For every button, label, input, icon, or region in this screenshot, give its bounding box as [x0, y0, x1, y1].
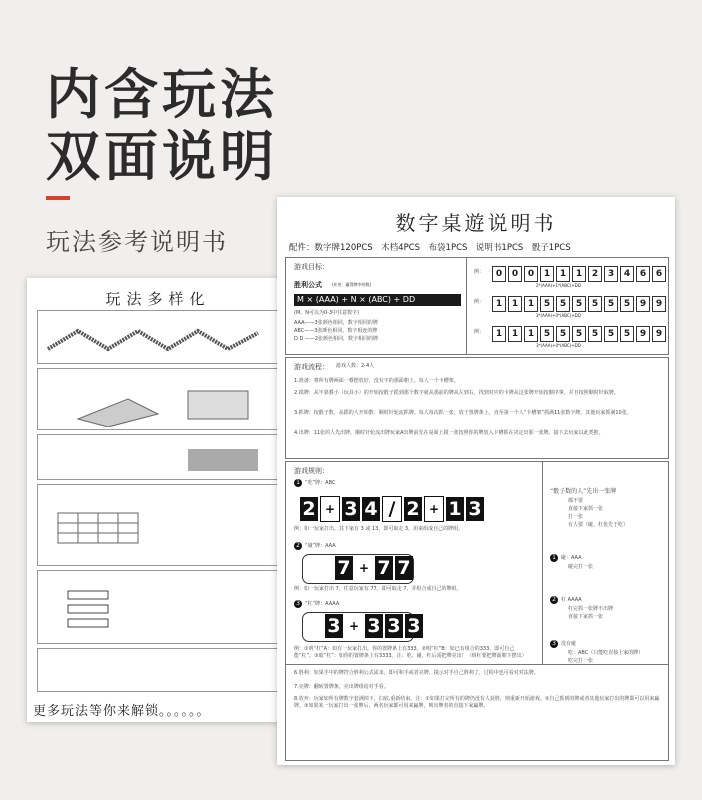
rule-1-cards: 2 + 3 4 / 2 + 1 3: [300, 496, 484, 522]
rule-3-card: 3: [325, 614, 343, 638]
side-top-line: 打一张: [568, 514, 584, 520]
side-top-line: 都不要: [568, 498, 584, 504]
example-card: 9: [636, 296, 650, 312]
example-card: 1: [492, 326, 506, 342]
example-card: 1: [492, 296, 506, 312]
side-item3-line: 吃：ABC（只能吃直接上家的牌）: [568, 650, 644, 656]
example-card: 6: [636, 266, 650, 282]
example-card: 6: [652, 266, 666, 282]
rule-2-pill: 7 + 7 7: [302, 554, 414, 584]
side-item2-line: 杠完抓一张牌不出牌: [568, 606, 614, 612]
side-top-line: 直接下家抓一张: [568, 506, 604, 512]
back-sheet-title: 玩法多样化: [105, 290, 211, 308]
example-card-row: [492, 296, 666, 312]
back-section-memory: [37, 648, 279, 692]
example-card: 0: [508, 266, 522, 282]
example-card: 5: [556, 326, 570, 342]
back-sheet-footer: 更多玩法等你来解锁。。。。。。: [33, 704, 211, 719]
domino-zigzag-illustration: [38, 311, 278, 361]
rule-1-number-icon: 1: [294, 479, 302, 487]
rule-3-card: 3: [365, 614, 383, 638]
rule-1-card: 3: [342, 497, 360, 521]
side-top: “骰子数的人”先出一张牌: [550, 488, 617, 495]
rules-heading: 游戏规则：: [294, 467, 329, 475]
stacking-illustration: [38, 435, 278, 477]
example-card: 5: [572, 296, 586, 312]
building-illustration: [38, 369, 278, 427]
example-card: 9: [636, 326, 650, 342]
rule-2-card: 7: [335, 556, 353, 580]
front-sheet-title: 数字桌遊说明书: [395, 211, 557, 235]
side-item2-title: 杠 AAAA: [561, 597, 582, 603]
example-card: 1: [556, 266, 570, 282]
example-card: 5: [604, 326, 618, 342]
example-card-row: [492, 266, 666, 282]
rule-bottom-8: 8.放弃：玩家如所有牌数字套满掉下，扫底,重新结束。注：①如果打完所有的牌仍没有人获胜，则重新开始游戏。②自己抓到的牌或者其他玩家打出的牌即可以用来赢牌。③如果某一玩家打出一张牌后，两名玩家都可用来赢牌，则出牌者的直接下家赢牌。: [294, 696, 660, 709]
hero-title-line2: 双面说明: [46, 125, 278, 188]
example-formula: 3*(AAA)+0*(ABC)+DD: [536, 313, 581, 318]
example-card: 4: [620, 266, 634, 282]
goal-heading: 游戏目标：: [294, 263, 329, 271]
player-count: 游戏人数：2-4人: [336, 363, 375, 369]
rule-bottom-7: 7.亮牌：翻转置牌条，亮出牌组给对手看。: [294, 684, 389, 690]
hero-title-line1: 内含玩法: [46, 63, 278, 126]
example-card: 2: [588, 266, 602, 282]
rule-2-card: 7: [375, 556, 393, 580]
goal-line-dd: D D ——2张颜色相同，数字相同的牌: [294, 336, 379, 342]
example-card: 5: [572, 326, 586, 342]
example-card: 3: [604, 266, 618, 282]
example-card: 5: [540, 326, 554, 342]
example-card: 5: [620, 296, 634, 312]
rule-1-card: 2: [300, 497, 318, 521]
rule-1-card: 3: [466, 497, 484, 521]
flow-step-2: 2.摸牌：从牢靠叠小（玩具小）的开始按骰子摇到那个数字就从那前的牌从左到右，找到对应的卡牌从这张牌开始按顺序拿，并且按照顺时针取牌。: [294, 390, 619, 396]
example-card: 1: [524, 326, 538, 342]
rule-3-number-icon: 3: [294, 600, 302, 608]
back-section-sequence: [37, 570, 279, 644]
flow-step-1: 1.准备：将所有牌两面一叠摆放好，没有字的那面朝上。每人一个卡槽架。: [294, 378, 459, 384]
goal-section: [285, 257, 669, 355]
example-card: 5: [620, 326, 634, 342]
goal-line-aaa: AAA——3张颜色相同，数字相同的牌: [294, 320, 378, 326]
mn-note: (M、N可以为0-3中任意数字): [294, 310, 360, 316]
rule-bottom-6: 6.胜利：如果手中的牌符合胜利公式需求，即可和手或者亮牌。提示对手自己胜利了，过程中也可看对对法牌。: [294, 670, 539, 676]
example-card: 5: [588, 296, 602, 312]
back-section-building: [37, 368, 279, 430]
example-card: 5: [556, 296, 570, 312]
rule-2-number-icon: 2: [294, 542, 302, 550]
example-card: 0: [524, 266, 538, 282]
grid-illustration: [38, 485, 278, 563]
rule-2-note: 例：如一玩家打出 7，任意玩家有 77，即可取走 7，并组合成自己的牌组。: [294, 586, 462, 592]
side-item3-title: 没有碰: [561, 641, 577, 647]
side-item2-line: 直接下家抓一张: [568, 614, 604, 620]
win-formula: M × (AAA) + N × (ABC) + DD: [294, 294, 461, 306]
example-card: 5: [588, 326, 602, 342]
rule-3-card: 3: [385, 614, 403, 638]
back-section-grid: [37, 484, 279, 566]
rules-section: 游戏规则： 1 “吃”牌：ABC 2 + 3 4 / 2 + 1 3 例：如一玩家打出，其下家有 3 或 13，即可取走 3，用来组成自己的牌组。 2 “碰”牌：AAA 7 + 7 7 例：如一玩家打出 7，任意玩家有 77，即可取走 7，并组合成自己的牌组。 3 “杠”牌：AAAA 3 + 3 3 3 例：①明“杠”A：如有一玩家打出，你的置牌条上有333。②明“杠”B：如已有组合的333，即可自己能“杠”。③暗“杠”：如你的置牌条上有3333。注：吃、碰、杠后需把牌亮出！（组杠要把牌面朝下摆出） “骰子数的人”先出一张牌 都不要 直接下家抓一张 打一张 有人要（碰、杠优先于吃） 1 碰：AAA 碰完打一张 2 杠 AAAA 杠完抓一张牌不出牌 直接下家抓一张 3 没有碰 吃：ABC（只能吃直接上家的牌） 吃完打一张 6.胜利：如果手中的牌符合胜利公式需求，即可和手或者亮牌。提示对手自己胜利了，过程中也可看对对法牌。 7.亮牌：翻转置牌条，亮出牌组给对手看。 8.放弃：玩家如所有牌数字套满掉下，扫底,重新结束。注：①如果打完所有的牌仍没有人获胜，则重新开始游戏。②自己抓到的牌或者其他玩家打出的牌即可以用来赢牌。③如果某一玩家打出一张牌后，两名玩家都可用来赢牌，则出牌者的直接下家赢牌。: [285, 461, 669, 761]
back-section-domino: [37, 310, 279, 364]
rule-3-note: 例：①明“杠”A：如有一玩家打出，你的置牌条上有333。②明“杠”B：如已有组合的333，即可自己能“杠”。③暗“杠”：如你的置牌条上有3333。注：吃、碰、杠后需把牌亮出！（组杠要把牌面朝下摆出）: [294, 646, 527, 659]
flow-step-4: 4.出牌：11张的人先出牌，顺时针轮流出牌玩家A出牌前先在桌面上摸一张按照你的牌放入卡槽抓在决定出那一张牌。接下去玩家以此类推。: [294, 430, 604, 436]
example-label: 例：: [474, 299, 485, 305]
example-formula: 3*(AAA)+0*(ABC)+DD: [536, 343, 581, 348]
rule-1-note: 例：如一玩家打出，其下家有 3 或 13，即可取走 3，用来组成自己的牌组。: [294, 526, 464, 532]
rule-1-title: “吃”牌：ABC: [305, 480, 336, 486]
goal-line-abc: ABC——3张颜色相同，数字相连的牌: [294, 328, 378, 334]
front-sheet: [277, 197, 675, 765]
flow-heading: 游戏流程：: [294, 363, 329, 371]
hero-subtitle: 玩法参考说明书: [46, 228, 228, 256]
flow-step-3: 3.抓牌：按骰子数，从摇的人开始数：顺时针轮流抓牌。每人每次抓一张，放于置牌条上，直至第一个人“卡槽架”抓满11张数字牌。其他玩家抓满10张。: [294, 410, 632, 416]
example-card: 5: [604, 296, 618, 312]
example-card: 1: [572, 266, 586, 282]
win-formula-label: 胜利公式: [294, 281, 322, 289]
rule-2-title: “碰”牌：AAA: [305, 543, 336, 549]
accent-bar: [46, 196, 70, 200]
example-card: 9: [652, 326, 666, 342]
accessories-line: 配件：数字牌120PCS 木档4PCS 布袋1PCS 说明书1PCS 骰子1PCS: [289, 243, 571, 253]
example-card: 5: [540, 296, 554, 312]
side-item1-line: 碰完打一张: [568, 564, 594, 570]
example-card: 0: [492, 266, 506, 282]
rule-1-card: 2: [404, 497, 422, 521]
rule-3-pill: 3 + 3 3 3: [302, 612, 414, 642]
rule-1-card: 4: [362, 497, 380, 521]
example-card: 9: [652, 296, 666, 312]
example-label: 例：: [474, 269, 485, 275]
example-card: 1: [524, 296, 538, 312]
rule-3-title: “杠”牌：AAAA: [305, 601, 340, 607]
side-item1-title: 碰：AAA: [561, 555, 582, 561]
example-card-row: [492, 326, 666, 342]
back-section-stacking: [37, 434, 279, 480]
example-card: 1: [508, 326, 522, 342]
rule-1-card: 1: [446, 497, 464, 521]
rule-2-card: 7: [395, 556, 413, 580]
sequence-illustration: [38, 571, 278, 641]
side-top-line: 有人要（碰、杠优先于吃）: [568, 522, 629, 528]
side-item3-line: 吃完打一张: [568, 658, 594, 664]
example-card: 1: [508, 296, 522, 312]
rule-3-card: 3: [405, 614, 423, 638]
example-card: 1: [540, 266, 554, 282]
win-formula-note: (补充：赢得牌中的数): [332, 282, 372, 287]
back-sheet: [27, 278, 289, 722]
flow-section: [285, 357, 669, 459]
example-formula: 2*(AAA)+1*(ABC)+DD: [536, 283, 581, 288]
example-label: 例：: [474, 329, 485, 335]
